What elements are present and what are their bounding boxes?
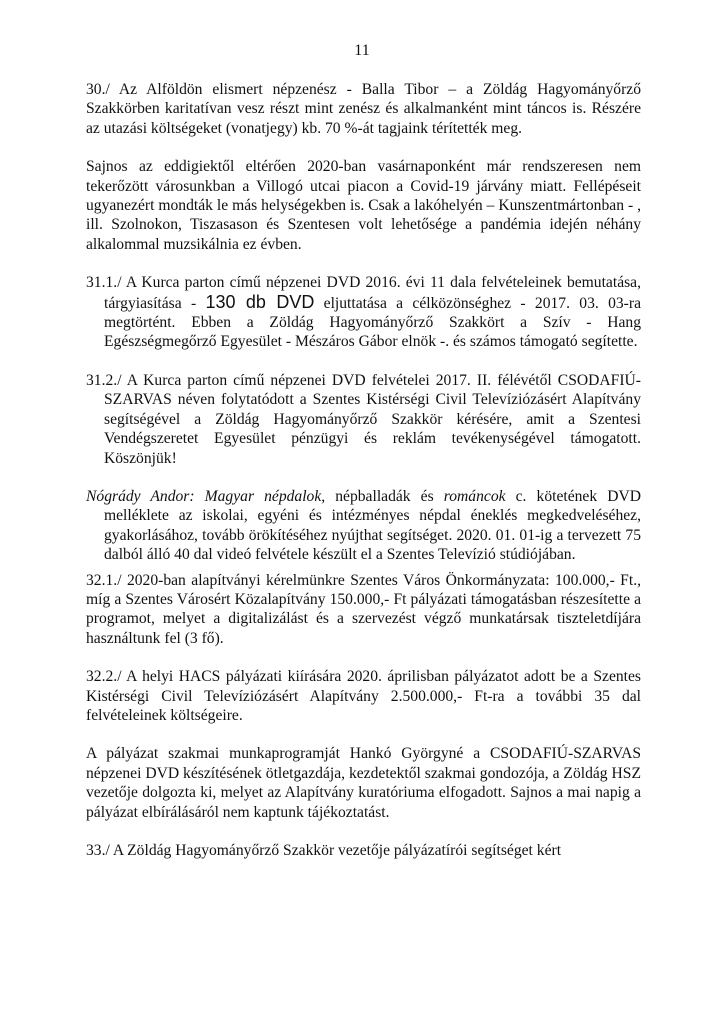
paragraph-31-2: 31.2./ A Kurca parton című népzenei DVD felvételei 2017. II. félévétől CSODAFIÚ-SZARVAS néven folytatódott a Szentes Kistérségi Civil Televíziózásért Alapítvány segítségével a Zöldág Hagyományőrző Szakkör kérésére, amit a Szentesi Vendégszeretet Egyesület pénzügyi és reklám tevékenységével támogatott. Köszönjük!: [86, 371, 641, 467]
paragraph-31-1-text-b: eljuttatása a célközönséghez - 2017. 03. 03-ra megtörtént. Ebben a Zöldág Hagyományőrző Szakkört a Szív - Hang Egészségmegőrző Egyesület - Mészáros Gábor elnök -. és számos támogató segítette.: [104, 294, 641, 351]
document-body: [86, 80, 641, 860]
dvd-count-highlight: 130 db DVD: [205, 291, 315, 312]
paragraph-31-1-text-a: 31.1./ A Kurca parton című népzenei DVD 2016. évi 11 dala felvételeinek bemutatása, tárgyiasítása -: [86, 274, 641, 312]
paragraph-32-1: 32.1./ 2020-ban alapítványi kérelmünkre Szentes Város Önkormányzata: 100.000,- Ft., míg a Szentes Városért Közalapítvány 150.000,- Ft pályázati támogatásban részesítette a programot, melyet a digitalizálást és a szervezést végző munkatársak tiszteletdíjára használtunk fel (3 fő).: [86, 571, 641, 647]
paragraph-33: 33./ A Zöldág Hagyományőrző Szakkör vezetője pályázatírói segítséget kért: [86, 842, 562, 859]
book-title-romancok: románcok: [443, 487, 506, 505]
paragraph-32-2-followup: A pályázat szakmai munkaprogramját Hankó Györgyné a CSODAFIÚ-SZARVAS népzenei DVD készítésének ötletgazdája, kezdetektől szakmai gondozója, a Zöldág HSZ vezetője dolgozta ki, melyet az Alapítvány kuratóriuma elfogadott. Sajnos a mai napig a pályázat elbírálásáról nem kaptunk tájékoztatást.: [86, 745, 641, 821]
nogrady-text-b: c. kötetének DVD melléklete az iskolai, egyéni és intézményes népdal éneklés megkedveléséhez, gyakorlásához, tovább örökítéséhez nyújthat segítséget. 2020. 01. 01-ig a tervezett 75 dalból álló 40 dal videó felvétele készült el a Szentes Televízió stúdiójában.: [104, 487, 642, 564]
paragraph-31-1: [86, 273, 641, 352]
nogrady-text-a: , népballadák és: [321, 487, 444, 505]
book-author-title: Nógrády Andor: Magyar népdalok: [86, 487, 322, 505]
paragraph-nogrady: [86, 487, 641, 565]
paragraph-30: 30./ Az Alföldön elismert népzenész - Balla Tibor – a Zöldág Hagyományőrző Szakkörben karitatívan vesz részt mint zenész és alkalmanként mint táncos is. Részére az utazási költségeket (vonatjegy) kb. 70 %-át tagjaink térítették meg.: [86, 81, 641, 137]
paragraph-32-2: 32.2./ A helyi HACS pályázati kiírására 2020. áprilisban pályázatot adott be a Szentes Kistérségi Civil Televíziózásért Alapítvány 2.500.000,- Ft-ra a további 35 dal felvételeinek költségeire.: [86, 668, 641, 724]
paragraph-30-covid: Sajnos az eddigiektől eltérően 2020-ban vasárnaponként már rendszeresen nem tekerőzött városunkban a Villogó utcai piacon a Covid-19 járvány miatt. Fellépéseit ugyanezért mondták le más helységekben is. Csak a lakóhelyén – Kunszentmártonban - , ill. Szolnokon, Tiszasason és Szentesen volt lehetősége a pandémia idején néhány alkalommal muzsikálnia ez évben.: [86, 158, 641, 253]
page-number: 11: [354, 42, 370, 59]
